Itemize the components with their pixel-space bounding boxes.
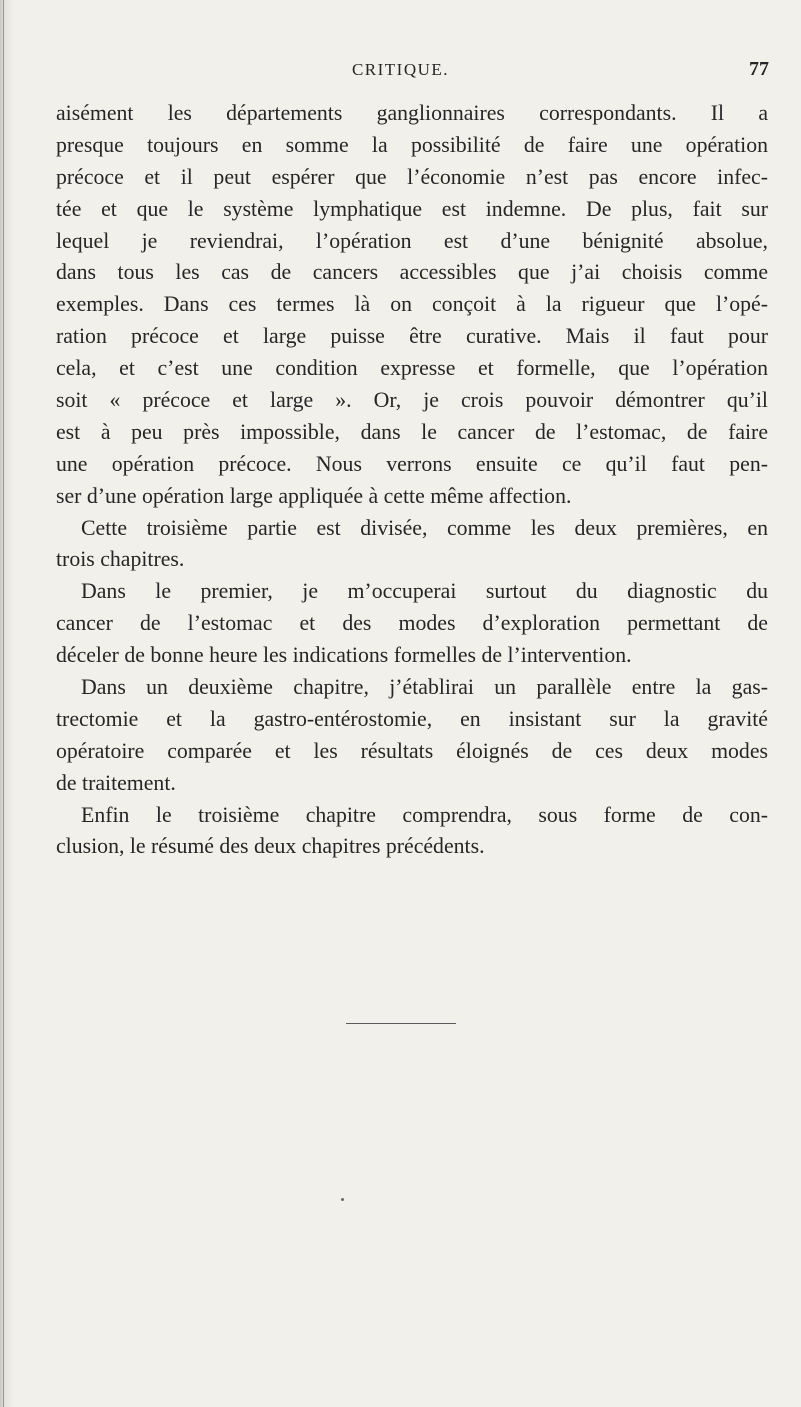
paragraph-first-line: Dans un deuxième chapitre, j’établirai un parallèle entre la gas- <box>81 675 768 700</box>
text-line: ser d’une opération large appliquée à cette même affection. <box>56 483 572 508</box>
text-line: une opération précoce. Nous verrons ensuite ce qu’il faut pen- <box>56 451 768 476</box>
text-line: ration précoce et large puisse être curative. Mais il faut pour <box>56 324 768 349</box>
text-line: précoce et il peut espérer que l’économie n’est pas encore infec- <box>56 164 768 189</box>
section-divider-rule <box>346 1023 456 1024</box>
body-text <box>56 98 768 863</box>
binding-shadow-line <box>3 0 4 1407</box>
text-line: opératoire comparée et les résultats éloignés de ces deux modes <box>56 738 768 763</box>
text-line: tée et que le système lymphatique est indemne. De plus, fait sur <box>56 196 768 221</box>
running-head: CRITIQUE. <box>351 60 450 79</box>
text-line: trectomie et la gastro-entérostomie, en insistant sur la gravité <box>56 706 768 731</box>
text-line: trois chapitres. <box>56 547 185 572</box>
text-line: presque toujours en somme la possibilité de faire une opération <box>56 132 768 157</box>
page-number: 77 <box>749 58 769 80</box>
text-line: clusion, le résumé des deux chapitres précédents. <box>56 834 485 859</box>
text-line: exemples. Dans ces termes là on conçoit à la rigueur que l’opé- <box>56 292 768 317</box>
paper-speck <box>341 1198 344 1201</box>
text-line: est à peu près impossible, dans le cancer de l’estomac, de faire <box>56 419 768 444</box>
text-line: aisément les départements ganglionnaires correspondants. Il a <box>56 101 768 125</box>
page-header <box>0 60 801 86</box>
text-line: dans tous les cas de cancers accessibles que j’ai choisis comme <box>56 260 768 285</box>
text-line: lequel je reviendrai, l’opération est d’une bénignité absolue, <box>56 228 768 253</box>
paragraph-first-line: Dans le premier, je m’occuperai surtout du diagnostic du <box>81 579 768 604</box>
text-line: cancer de l’estomac et des modes d’exploration permettant de <box>56 611 768 636</box>
paragraph-first-line: Cette troisième partie est divisée, comme les deux premières, en <box>81 515 768 540</box>
text-line: déceler de bonne heure les indications formelles de l’intervention. <box>56 643 632 668</box>
paragraph-first-line: Enfin le troisième chapitre comprendra, sous forme de con- <box>81 802 768 827</box>
text-line: de traitement. <box>56 770 176 795</box>
text-line: cela, et c’est une condition expresse et formelle, que l’opération <box>56 356 768 381</box>
text-line: soit « précoce et large ». Or, je crois pouvoir démontrer qu’il <box>56 388 768 413</box>
